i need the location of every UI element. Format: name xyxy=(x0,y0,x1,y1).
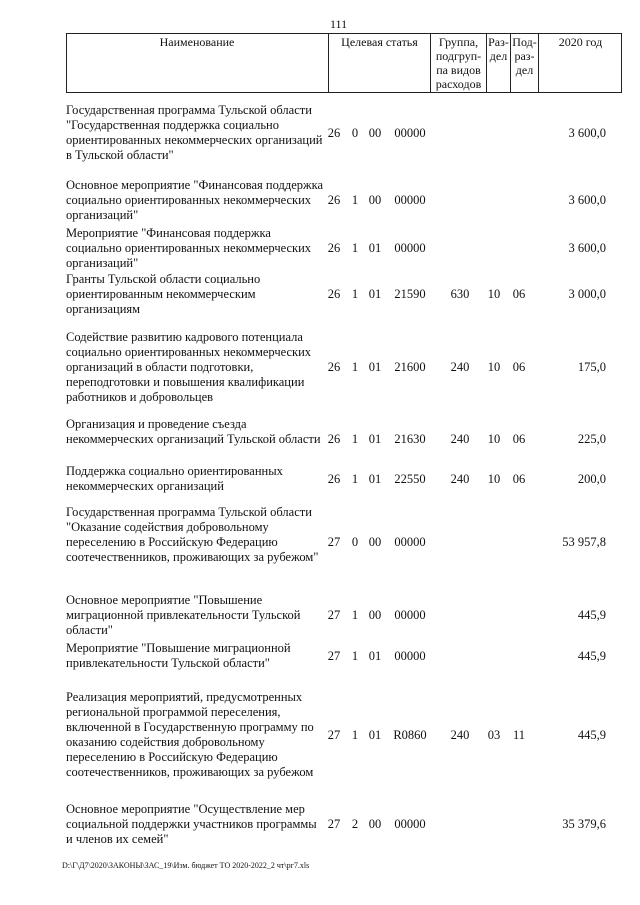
row-c1: 26 xyxy=(327,287,341,301)
row-name: Организация и проведение съезда некоммерческих организаций Тульской области xyxy=(66,417,321,446)
row-name: Мероприятие "Финансовая поддержка социально ориентированных некоммерческих организаций" xyxy=(66,226,312,270)
header-subsection: Под-раз-дел xyxy=(512,35,537,77)
header-target: Целевая статья xyxy=(341,35,418,49)
row-c3: 00 xyxy=(368,193,382,207)
row-c2: 1 xyxy=(351,728,359,742)
row-c2: 1 xyxy=(351,472,359,486)
row-c4: 00000 xyxy=(394,608,426,622)
row-c2: 1 xyxy=(351,360,359,374)
row-c1: 27 xyxy=(327,649,341,663)
table-header xyxy=(66,33,622,93)
row-amount: 200,0 xyxy=(577,472,606,486)
header-group: Группа, подгруп-па видов расходов xyxy=(435,35,482,91)
row-amount: 53 957,8 xyxy=(562,535,606,549)
row-amount: 175,0 xyxy=(577,360,606,374)
row-name: Реализация мероприятий, предусмотренных региональной программой переселения, включенной в Государственную программу по оказанию содействия добровольному переселению в Российскую Федерацию соотечественников, проживающих за рубежом xyxy=(66,690,314,779)
row-name: Содействие развитию кадрового потенциала социально ориентированных некоммерческих организаций в области подготовки, переподготовки и повышения квалификации работников и добровольцев xyxy=(66,330,312,404)
row-amount: 3 600,0 xyxy=(568,241,606,255)
row-sub: 11 xyxy=(512,728,526,742)
row-c4: 21590 xyxy=(394,287,426,301)
row-amount: 3 600,0 xyxy=(568,126,606,140)
row-c1: 27 xyxy=(327,817,341,831)
row-sub: 06 xyxy=(512,472,526,486)
row-sec: 10 xyxy=(487,287,501,301)
row-c4: 00000 xyxy=(394,535,426,549)
row-c1: 27 xyxy=(327,608,341,622)
row-c3: 01 xyxy=(368,432,382,446)
row-c4: 22550 xyxy=(394,472,426,486)
row-c3: 01 xyxy=(368,360,382,374)
header-name: Наименование xyxy=(159,35,235,49)
row-sub: 06 xyxy=(512,360,526,374)
header-section: Раз-дел xyxy=(488,35,509,63)
row-c2: 0 xyxy=(351,535,359,549)
row-group: 240 xyxy=(450,360,470,374)
row-c2: 1 xyxy=(351,608,359,622)
row-amount: 225,0 xyxy=(577,432,606,446)
row-name: Основное мероприятие "Повышение миграционной привлекательности Тульской области" xyxy=(66,593,301,637)
row-sec: 03 xyxy=(487,728,501,742)
row-name: Гранты Тульской области социально ориентированным некоммерческим организациям xyxy=(66,272,261,316)
row-amount: 35 379,6 xyxy=(562,817,606,831)
row-c4: 21600 xyxy=(394,360,426,374)
row-c4: 00000 xyxy=(394,241,426,255)
row-sec: 10 xyxy=(487,472,501,486)
row-amount: 445,9 xyxy=(577,649,606,663)
header-year: 2020 год xyxy=(558,35,603,49)
row-c2: 1 xyxy=(351,432,359,446)
page-number: 111 xyxy=(330,17,348,31)
row-c3: 01 xyxy=(368,649,382,663)
row-sec: 10 xyxy=(487,360,501,374)
row-c4: 00000 xyxy=(394,126,426,140)
row-sub: 06 xyxy=(512,432,526,446)
row-group: 240 xyxy=(450,728,470,742)
row-c3: 01 xyxy=(368,472,382,486)
row-c3: 00 xyxy=(368,608,382,622)
row-c3: 01 xyxy=(368,287,382,301)
row-c1: 27 xyxy=(327,535,341,549)
row-c4: R0860 xyxy=(393,728,427,742)
row-sec: 10 xyxy=(487,432,501,446)
row-group: 240 xyxy=(450,472,470,486)
row-c2: 1 xyxy=(351,193,359,207)
row-amount: 3 600,0 xyxy=(568,193,606,207)
row-name: Мероприятие "Повышение миграционной привлекательности Тульской области" xyxy=(66,641,291,670)
row-amount: 3 000,0 xyxy=(568,287,606,301)
row-c2: 0 xyxy=(351,126,359,140)
row-c1: 26 xyxy=(327,126,341,140)
row-name: Государственная программа Тульской области "Оказание содействия добровольному переселению в Российскую Федерацию соотечественников, проживающих за рубежом" xyxy=(66,505,319,564)
row-c1: 26 xyxy=(327,193,341,207)
row-c3: 01 xyxy=(368,241,382,255)
row-amount: 445,9 xyxy=(577,728,606,742)
row-name: Основное мероприятие "Осуществление мер социальной поддержки участников программы и членов их семей" xyxy=(66,802,317,846)
row-group: 630 xyxy=(450,287,470,301)
row-c4: 00000 xyxy=(394,649,426,663)
row-c1: 26 xyxy=(327,360,341,374)
row-group: 240 xyxy=(450,432,470,446)
file-path-footer: D:\Г\Д7\2020\ЗАКОНЫ\ЗАС_19\Изм. бюджет ТО 2020-2022_2 чт\рг7.xls xyxy=(62,861,310,870)
row-c2: 1 xyxy=(351,649,359,663)
row-c1: 26 xyxy=(327,241,341,255)
row-c3: 01 xyxy=(368,728,382,742)
row-c2: 2 xyxy=(351,817,359,831)
row-name: Государственная программа Тульской области "Государственная поддержка социально ориентированных некоммерческих организаций в Тульской области" xyxy=(66,103,323,162)
row-c3: 00 xyxy=(368,535,382,549)
row-amount: 445,9 xyxy=(577,608,606,622)
row-c1: 26 xyxy=(327,432,341,446)
row-c2: 1 xyxy=(351,241,359,255)
row-name: Поддержка социально ориентированных некоммерческих организаций xyxy=(66,464,283,493)
row-sub: 06 xyxy=(512,287,526,301)
row-c1: 26 xyxy=(327,472,341,486)
row-c4: 00000 xyxy=(394,817,426,831)
row-c3: 00 xyxy=(368,126,382,140)
row-c4: 21630 xyxy=(394,432,426,446)
row-c1: 27 xyxy=(327,728,341,742)
row-c3: 00 xyxy=(368,817,382,831)
row-name: Основное мероприятие "Финансовая поддержка социально ориентированных некоммерческих организаций" xyxy=(66,178,324,222)
row-c2: 1 xyxy=(351,287,359,301)
row-c4: 00000 xyxy=(394,193,426,207)
